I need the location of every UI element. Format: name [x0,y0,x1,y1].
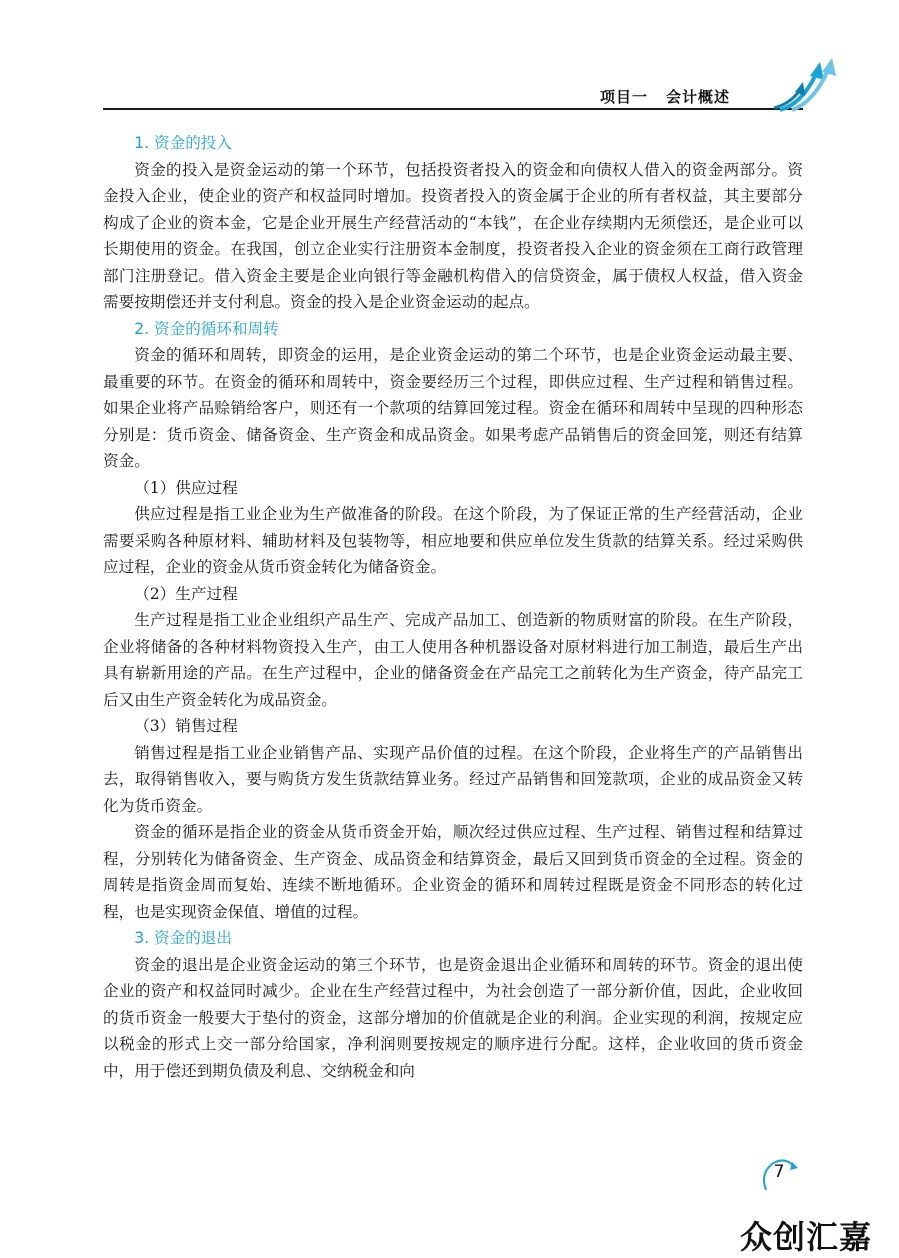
paragraph: 资金的循环和周转，即资金的运用，是企业资金运动的第二个环节，也是企业资金运动最主要、最重要的环节。在资金的循环和周转中，资金要经历三个过程，即供应过程、生产过程和销售过程。如果企业将产品赊销给客户，则还有一个款项的结算回笼过程。资金在循环和周转中呈现的四种形态分别是：货币资金、储备资金、生产资金和成品资金。如果考虑产品销售后的资金回笼，则还有结算资金。 [103,346,803,470]
paragraph: 供应过程是指工业企业为生产做准备的阶段。在这个阶段，为了保证正常的生产经营活动，企业需要采购各种原材料、辅助材料及包装物等，相应地要和供应单位发生货款的结算关系。经过采购供应过程，企业的资金从货币资金转化为储备资金。 [103,505,803,576]
section-heading-withdrawal: 3. 资金的退出 [134,929,232,947]
paragraph: 资金的循环是指企业的资金从货币资金开始，顺次经过供应过程、生产过程、销售过程和结算过程，分别转化为储备资金、生产资金、成品资金和结算资金，最后又回到货币资金的全过程。资金的周转是指资金周而复始、连续不断地循环。企业资金的循环和周转过程既是资金不同形态的转化过程，也是实现资金保值、增值的过程。 [103,823,803,921]
subsection-title-sales: （3）销售过程 [134,717,238,735]
paragraph: 销售过程是指工业企业销售产品、实现产品价值的过程。在这个阶段，企业将生产的产品销售出去，取得销售收入，要与购货方发生货款结算业务。经过产品销售和回笼款项，企业的成品资金又转化为货币资金。 [103,743,803,815]
header-rule [103,108,803,110]
paragraph: 资金的退出是企业资金运动的第三个环节，也是资金退出企业循环和周转的环节。资金的退出使企业的资产和权益同时减少。企业在生产经营过程中，为社会创造了一部分新价值，因此，企业收回的货币资金一般要大于垫付的资金，这部分增加的价值就是企业的利润。企业实现的利润，按规定应以税金的形式上交一部分给国家，净利润则要按规定的顺序进行分配。这样，企业收回的货币资金中，用于偿还到期负债及利息、交纳税金和向 [103,955,803,1080]
watermark: 众创汇嘉 [740,1218,873,1256]
running-header [600,86,730,107]
section-heading-circulation: 2. 资金的循环和周转 [134,319,279,338]
header-project: 项目一 [600,88,649,106]
header-chapter: 会计概述 [666,88,731,106]
section-heading-investment: 1. 资金的投入 [134,134,232,152]
page-number: 7 [773,1162,785,1182]
paragraph: 资金的投入是资金运动的第一个环节，包括投资者投入的资金和向债权人借入的资金两部分。资金投入企业，使企业的资产和权益同时增加。投资者投入的资金属于企业的所有者权益，其主要部分构成了企业的资本金，它是企业开展生产经营活动的“本钱”，在企业存续期内无须偿还，是企业可以长期使用的资金。在我国，创立企业实行注册资本金制度，投资者投入企业的资金须在工商行政管理部门注册登记。借入资金主要是企业向银行等金融机构借入的信贷资金，属于债权人权益，借入资金需要按期偿还并支付利息。资金的投入是企业资金运动的起点。 [103,160,803,311]
paragraph: 生产过程是指工业企业组织产品生产、完成产品加工、创造新的物质财富的阶段。在生产阶段，企业将储备的各种材料物资投入生产，由工人使用各种机器设备对原材料进行加工制造，最后生产出具有崭新用途的产品。在生产过程中，企业的储备资金在产品完工之前转化为生产资金，待产品完工后又由生产资金转化为成品资金。 [103,611,803,709]
page-body [103,130,803,1084]
subsection-title-supply: （1）供应过程 [134,478,238,497]
rising-arrows-icon [772,54,842,114]
subsection-title-production: （2）生产过程 [134,584,238,603]
